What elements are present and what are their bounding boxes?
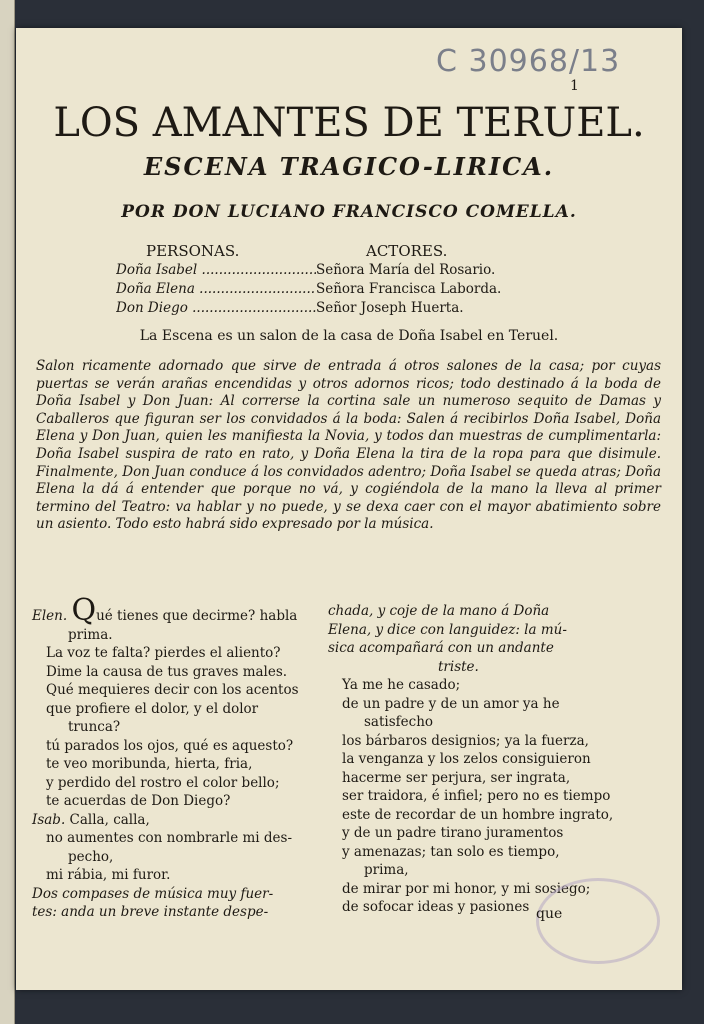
text-line bbox=[32, 774, 332, 793]
text-line bbox=[32, 885, 332, 904]
text-line bbox=[32, 700, 332, 719]
text-line bbox=[32, 663, 332, 682]
line-text: de un padre y de un amor ya he bbox=[342, 695, 560, 712]
line-text: que profiere el dolor, y el dolor bbox=[46, 700, 259, 717]
line-text: de sofocar ideas y pasiones bbox=[342, 899, 530, 915]
line-text: mi rábia, mi furor. bbox=[46, 867, 171, 883]
stage-direction: Salon ricamente adornado que sirve de entrada á otros salones de la casa; por cuyas puertas se verán arañas encendidas y otros adornos ricos; todo destinado á la boda de Doña Isabel y Don Juan: Al correrse la cortina sale un numeroso sequito de Damas y Caballeros que figuran ser los convidados á la boda: Salen á recibirlos Doña Isabel, Doña Elena y Don Juan, quien les manifiesta la Novia, y todos dan muestras de cumplimentarla: Doña Isabel suspira de rato en rato, y Doña Elena la tira de la ropa para que disimule. Finalmente, Don Juan conduce á los convidados adentro; Doña Isabel se queda atras; Doña Elena la dá á entender que porque no vá, y cogiéndola de la mano la lleva al primer termino del Teatro: va hablar y no puede, y se dexa caer con el mayor abatimiento sobre un asiento. Todo esto habrá sido expresado por la música. bbox=[36, 358, 661, 533]
cast-row bbox=[116, 281, 536, 297]
scene-description: La Escena es un salon de la casa de Doña Isabel en Teruel. bbox=[139, 328, 559, 344]
library-shelfmark: C 30968/13 bbox=[436, 44, 621, 79]
text-line bbox=[328, 695, 663, 714]
author-line: POR DON LUCIANO FRANCISCO COMELLA. bbox=[121, 202, 577, 222]
text-line bbox=[328, 713, 663, 732]
line-text: y de un padre tirano juramentos bbox=[342, 825, 564, 841]
text-line bbox=[328, 658, 663, 677]
line-text: ué tienes que decirme? habla bbox=[96, 608, 298, 624]
cast-row bbox=[116, 300, 536, 316]
page-title: LOS AMANTES DE TERUEL. bbox=[53, 100, 645, 146]
cast-header-roles: PERSONAS. bbox=[146, 242, 240, 260]
line-text: Dos compases de música muy fuer- bbox=[32, 885, 274, 902]
text-line bbox=[32, 718, 332, 737]
left-text-column bbox=[32, 593, 332, 922]
text-line bbox=[328, 676, 663, 695]
text-line bbox=[32, 848, 332, 867]
line-text: tú parados los ojos, qué es aquesto? bbox=[46, 737, 294, 754]
cast-actor: Señora María del Rosario. bbox=[316, 262, 496, 278]
text-line bbox=[328, 843, 663, 862]
line-text: hacerme ser perjura, ser ingrata, bbox=[342, 769, 571, 786]
line-text: este de recordar de un hombre ingrato, bbox=[342, 806, 614, 823]
text-line bbox=[32, 737, 332, 756]
text-line bbox=[32, 792, 332, 811]
cast-actor: Señora Francisca Laborda. bbox=[316, 281, 502, 297]
line-text: te veo moribunda, hierta, fria, bbox=[46, 756, 253, 772]
text-line bbox=[32, 811, 332, 830]
text-line bbox=[328, 602, 663, 621]
text-line bbox=[32, 626, 332, 645]
text-line bbox=[32, 829, 332, 848]
cast-row bbox=[116, 262, 536, 278]
text-line bbox=[328, 806, 663, 825]
text-line bbox=[328, 861, 663, 880]
text-line bbox=[328, 824, 663, 843]
line-text: prima. bbox=[68, 626, 113, 643]
line-text: Ya me he casado; bbox=[342, 677, 461, 693]
text-line bbox=[328, 639, 663, 658]
drop-cap: Q bbox=[71, 593, 97, 628]
line-text: y amenazas; tan solo es tiempo, bbox=[342, 843, 560, 860]
line-text: la venganza y los zelos consiguieron bbox=[342, 751, 591, 767]
line-text: Elena, y dice con languidez: la mú- bbox=[328, 621, 567, 638]
line-text: tes: anda un breve instante despe- bbox=[32, 904, 269, 920]
document-page bbox=[16, 28, 682, 990]
page-number: 1 bbox=[570, 78, 579, 94]
line-text: no aumentes con nombrarle mi des- bbox=[46, 830, 292, 846]
cast-role: Don Diego ..... bbox=[116, 300, 316, 316]
line-text: sica acompañará con un andante bbox=[328, 640, 554, 656]
text-line bbox=[328, 621, 663, 640]
subtitle: ESCENA TRAGICO-LIRICA. bbox=[143, 152, 555, 181]
line-text: prima, bbox=[364, 862, 409, 878]
cast-actor: Señor Joseph Huerta. bbox=[316, 300, 464, 316]
line-text: ser traidora, é infiel; pero no es tiempo bbox=[342, 788, 611, 804]
line-text: Qué mequieres decir con los acentos bbox=[46, 682, 299, 698]
text-line bbox=[328, 787, 663, 806]
adjacent-page-edge bbox=[0, 0, 15, 1024]
cast-role: Doña Isabel ..... bbox=[116, 262, 316, 278]
line-text: La voz te falta? pierdes el aliento? bbox=[46, 645, 281, 661]
speaker-label: Elen. bbox=[32, 608, 68, 624]
text-line bbox=[328, 732, 663, 751]
text-line bbox=[32, 593, 332, 628]
text-line bbox=[32, 755, 332, 774]
line-text: trunca? bbox=[68, 719, 121, 735]
text-line bbox=[32, 866, 332, 885]
line-text: de mirar por mi honor, y mi sosiego; bbox=[342, 880, 591, 897]
line-text: Calla, calla, bbox=[69, 811, 150, 828]
catchword: que bbox=[536, 906, 563, 922]
text-line bbox=[32, 681, 332, 700]
line-text: te acuerdas de Don Diego? bbox=[46, 793, 231, 809]
speaker-label: Isab. bbox=[32, 811, 66, 828]
line-text: satisfecho bbox=[364, 714, 434, 730]
text-line bbox=[328, 769, 663, 788]
cast-role: Doña Elena ..... bbox=[116, 281, 316, 297]
text-line bbox=[32, 644, 332, 663]
line-text: pecho, bbox=[68, 848, 114, 865]
text-line bbox=[32, 903, 332, 922]
line-text: chada, y coje de la mano á Doña bbox=[328, 603, 550, 619]
right-text-column bbox=[328, 602, 663, 917]
line-text: triste. bbox=[438, 658, 479, 675]
line-text: Dime la causa de tus graves males. bbox=[46, 663, 288, 680]
line-text: y perdido del rostro el color bello; bbox=[46, 774, 280, 791]
line-text: los bárbaros designios; ya la fuerza, bbox=[342, 732, 589, 749]
text-line bbox=[328, 750, 663, 769]
cast-header-actors: ACTORES. bbox=[366, 242, 448, 260]
